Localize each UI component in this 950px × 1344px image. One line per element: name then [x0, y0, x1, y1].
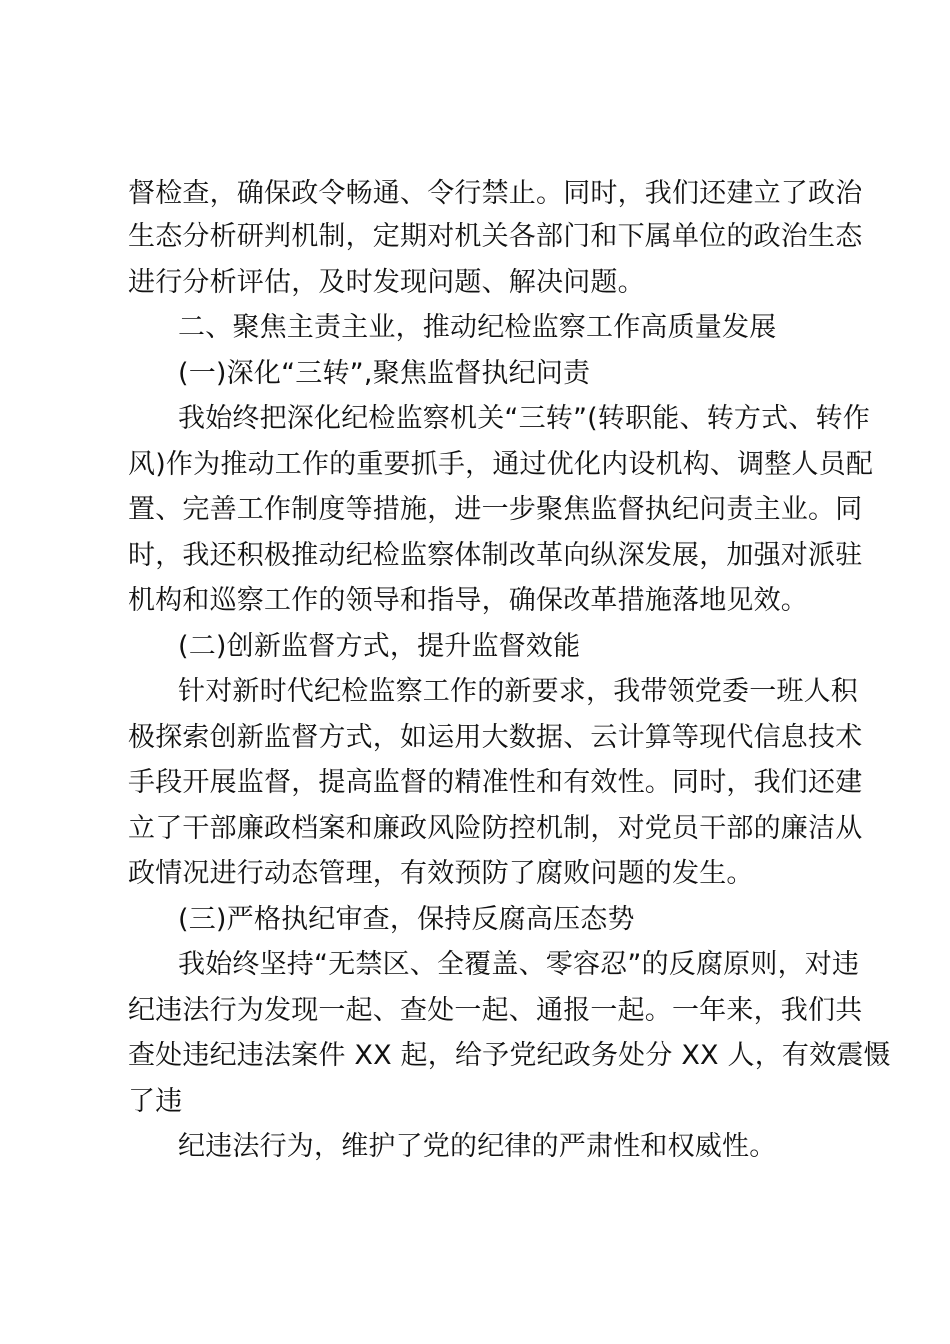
paragraph-line: 风)作为推动工作的重要抓手，通过优化内设机构、调整人员配	[128, 449, 874, 480]
paragraph-line: 立了干部廉政档案和廉政风险防控机制，对党员干部的廉洁从	[128, 813, 863, 844]
paragraph-line: 纪违法行为，维护了党的纪律的严肃性和权威性。	[178, 1131, 777, 1162]
paragraph-line: 了违	[128, 1086, 183, 1117]
paragraph-line: 督检查，确保政令畅通、令行禁止。同时，我们还建立了政治	[128, 178, 863, 209]
subsection-heading: (二)创新监督方式，提升监督效能	[178, 631, 581, 662]
section-heading: 二、聚焦主责主业，推动纪检监察工作高质量发展	[178, 312, 777, 343]
paragraph-line: 我始终坚持“无禁区、全覆盖、零容忍”的反腐原则，对违	[178, 949, 860, 980]
subsection-heading: (一)深化“三转”,聚焦监督执纪问责	[178, 358, 591, 389]
paragraph-line: 生态分析研判机制，定期对机关各部门和下属单位的政治生态	[128, 221, 863, 252]
subsection-heading: (三)严格执纪审查，保持反腐高压态势	[178, 904, 635, 935]
paragraph-line: 进行分析评估，及时发现问题、解决问题。	[128, 267, 645, 298]
paragraph-line: 查处违纪违法案件 XX 起，给予党纪政务处分 XX 人，有效震慑	[128, 1040, 891, 1071]
paragraph-line: 我始终把深化纪检监察机关“三转”(转职能、转方式、转作	[178, 403, 870, 434]
paragraph-line: 机构和巡察工作的领导和指导，确保改革措施落地见效。	[128, 585, 808, 616]
paragraph-line: 极探索创新监督方式，如运用大数据、云计算等现代信息技术	[128, 722, 863, 753]
paragraph-line: 纪违法行为发现一起、查处一起、通报一起。一年来，我们共	[128, 995, 863, 1026]
paragraph-line: 针对新时代纪检监察工作的新要求，我带领党委一班人积	[178, 676, 858, 707]
paragraph-line: 手段开展监督，提高监督的精准性和有效性。同时，我们还建	[128, 767, 863, 798]
paragraph-line: 政情况进行动态管理，有效预防了腐败问题的发生。	[128, 858, 754, 889]
paragraph-line: 置、完善工作制度等措施，进一步聚焦监督执纪问责主业。同	[128, 494, 863, 525]
paragraph-line: 时，我还积极推动纪检监察体制改革向纵深发展，加强对派驻	[128, 540, 863, 571]
